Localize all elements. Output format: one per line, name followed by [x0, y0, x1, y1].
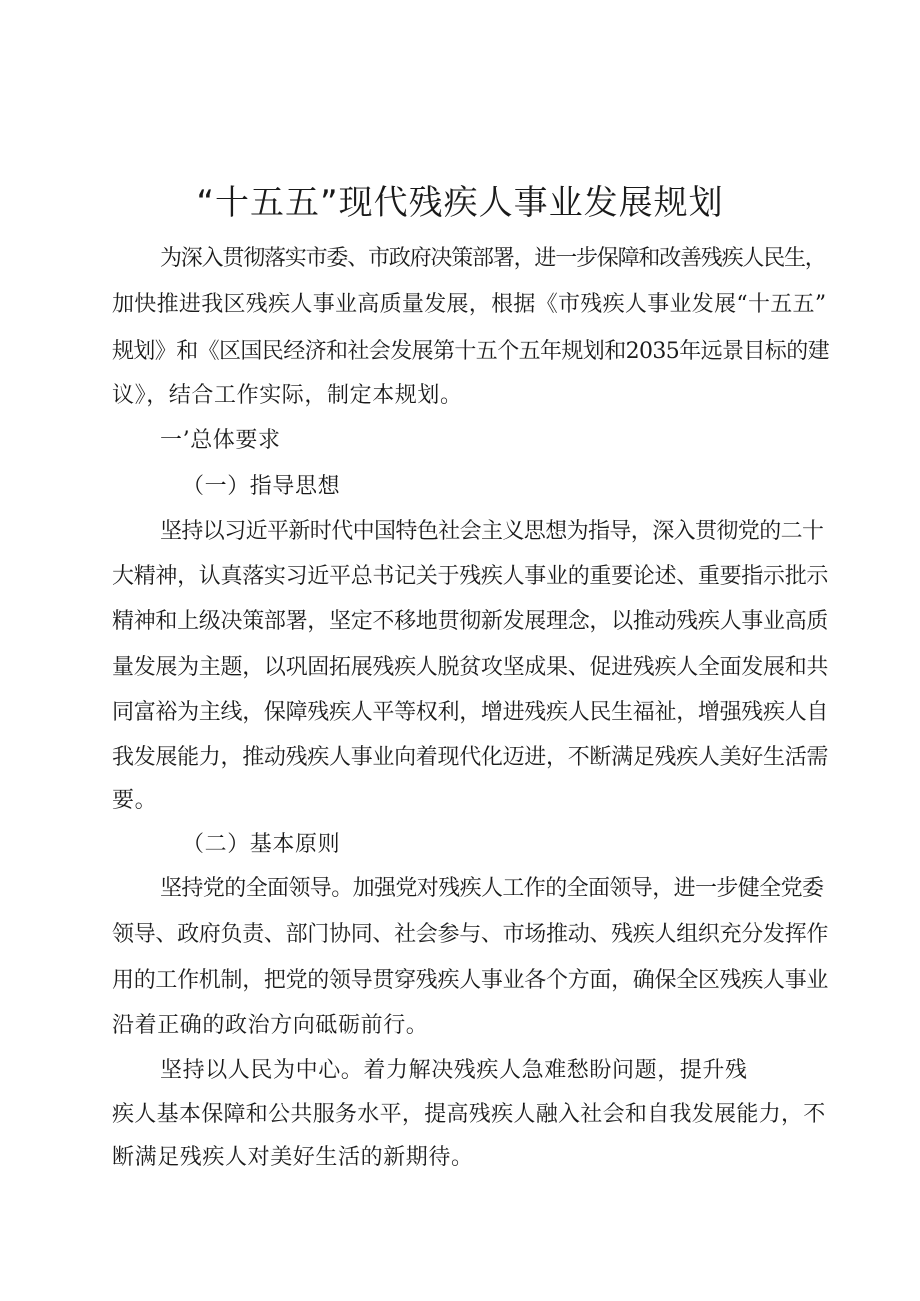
intro-line: 加快推进我区残疾人事业高质量发展，根据《市残疾人事业发展“十五五”	[112, 292, 827, 317]
principle-line: 领导、政府负责、部门协同、社会参与、市场推动、残疾人组织充分发挥作	[112, 922, 829, 947]
document-title: “十五五”现代残疾人事业发展规划	[196, 182, 724, 223]
guiding-thought-line: 我发展能力，推动残疾人事业向着现代化迈进，不断满足残疾人美好生活需	[112, 745, 829, 770]
principle-line: 坚持以人民为中心。着力解决残疾人急难愁盼问题，提升残	[160, 1058, 748, 1083]
guiding-thought-line: 精神和上级决策部署，坚定不移地贯彻新发展理念，以推动残疾人事业高质	[112, 609, 829, 634]
intro-line: 规划》和《区国民经济和社会发展第十五个五年规划和2035年远景目标的建	[112, 339, 829, 364]
principle-line: 断满足残疾人对美好生活的新期待。	[112, 1145, 474, 1170]
principle-line: 沿着正确的政治方向砥砺前行。	[112, 1013, 429, 1038]
section-heading: 一’总体要求	[160, 428, 281, 453]
principle-line: 疾人基本保障和公共服务水平，提高残疾人融入社会和自我发展能力，不	[112, 1102, 826, 1127]
subsection-heading: （二）基本原则	[182, 832, 341, 857]
guiding-thought-line: 坚持以习近平新时代中国特色社会主义思想为指导，深入贯彻党的二十	[160, 519, 824, 544]
principle-line: 用的工作机制，把党的领导贯穿残疾人事业各个方面，确保全区残疾人事业	[112, 968, 829, 993]
guiding-thought-line: 量发展为主题，以巩固拓展残疾人脱贫攻坚成果、促进残疾人全面发展和共	[112, 655, 829, 680]
principle-line: 坚持党的全面领导。加强党对残疾人工作的全面领导，进一步健全党委	[160, 876, 824, 901]
guiding-thought-line: 大精神，认真落实习近平总书记关于残疾人事业的重要论述、重要指示批示	[112, 564, 829, 589]
subsection-heading: （一）指导思想	[182, 474, 341, 499]
guiding-thought-line: 同富裕为主线，保障残疾人平等权利，增进残疾人民生福祉，增强残疾人自	[112, 700, 829, 725]
guiding-thought-line: 要。	[112, 788, 158, 813]
intro-line: 为深入贯彻落实市委、市政府决策部署，进一步保障和改善残疾人民生，	[160, 246, 826, 271]
intro-line: 议》，结合工作实际，制定本规划。	[112, 383, 463, 408]
